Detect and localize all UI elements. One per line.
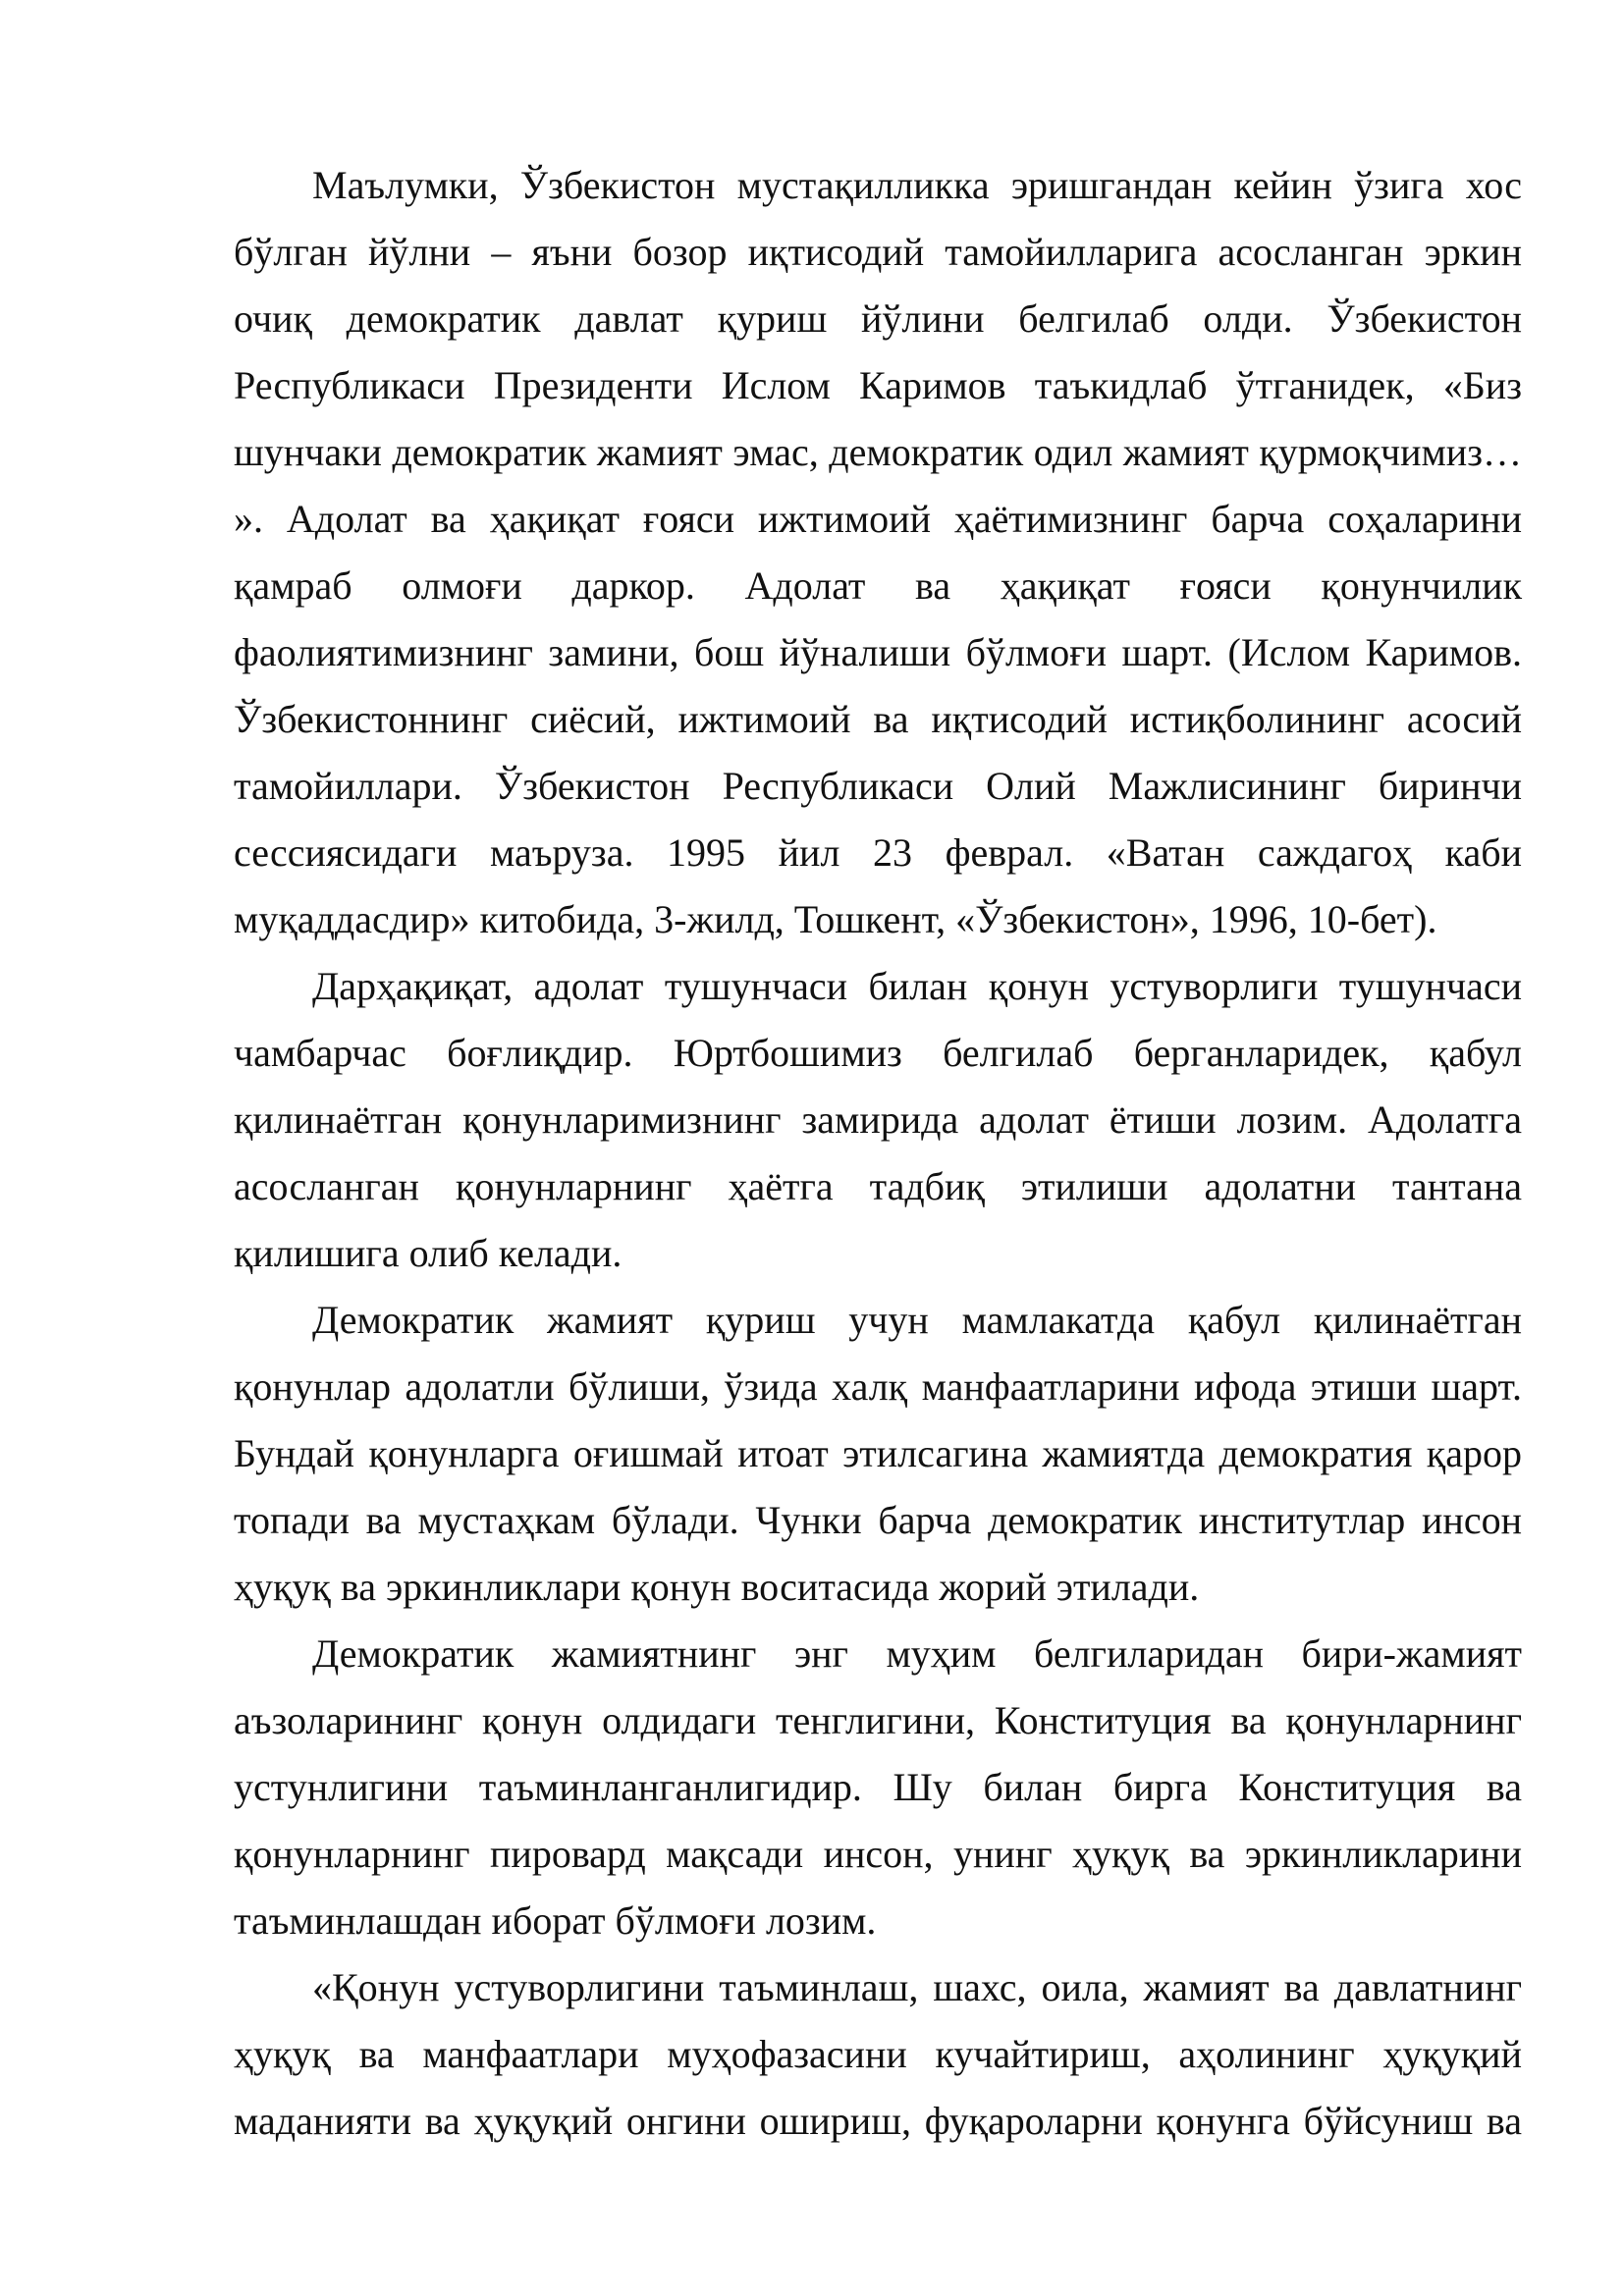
paragraph-4: Демократик жамиятнинг энг муҳим белгиларидан бири-жамият аъзоларининг қонун олдидаги тенглигини, Конституция ва қонунларнинг устунлигини таъминланганлигидир. Шу билан бирга Конституция ва қонунларнинг пировард мақсади инсон, унинг ҳуқуқ ва эркинликларини таъминлашдан иборат бўлмоғи лозим.	[234, 1631, 1522, 1943]
paragraph-2: Дарҳақиқат, адолат тушунчаси билан қонун устуворлиги тушунчаси чамбарчас боғлиқдир. Юртбошимиз белгилаб берганларидек, қабул қилинаётган қонунларимизнинг замирида адолат ётиши лозим. Адолатга асосланган қонунларнинг ҳаётга тадбиқ этилиши адолатни тантана қилишига олиб келади.	[234, 964, 1522, 1275]
paragraph-3: Демократик жамият қуриш учун мамлакатда қабул қилинаётган қонунлар адолатли бўлиши, ўзида халқ манфаатларини ифода этиши шарт. Бундай қонунларга оғишмай итоат этилсагина жамиятда демократия қарор топади ва мустаҳкам бўлади. Чунки барча демократик институтлар инсон ҳуқуқ ва эркинликлари қонун воситасида жорий этилади.	[234, 1298, 1522, 1609]
paragraph-5: «Қонун устуворлигини таъминлаш, шахс, оила, жамият ва давлатнинг ҳуқуқ ва манфаатлари муҳофазасини кучайтириш, аҳолининг ҳуқуқий маданияти ва ҳуқуқий онгини ошириш, фуқароларни қонунга бўйсуниш ва	[234, 1965, 1522, 2143]
document-page	[234, 152, 1522, 2155]
paragraph-1: Маълумки, Ўзбекистон мустақилликка эришгандан кейин ўзига хос бўлган йўлни – яъни бозор иқтисодий тамойилларига асосланган эркин очиқ демократик давлат қуриш йўлини белгилаб олди. Ўзбекистон Республикаси Президенти Ислом Каримов таъкидлаб ўтганидек, «Биз шунчаки демократик жамият эмас, демократик одил жамият қурмоқчимиз… ». Адолат ва ҳақиқат ғояси ижтимоий ҳаётимизнинг барча соҳаларини қамраб олмоғи даркор. Адолат ва ҳақиқат ғояси қонунчилик фаолиятимизнинг замини, бош йўналиши бўлмоғи шарт. (Ислом Каримов. Ўзбекистоннинг сиёсий, ижтимоий ва иқтисодий истиқболининг асосий тамойиллари. Ўзбекистон Республикаси Олий Мажлисининг биринчи сессиясидаги маъруза. 1995 йил 23 феврал. «Ватан саждагоҳ каби муқаддасдир» китобида, 3-жилд, Тошкент, «Ўзбекистон», 1996, 10-бет).	[234, 163, 1522, 941]
